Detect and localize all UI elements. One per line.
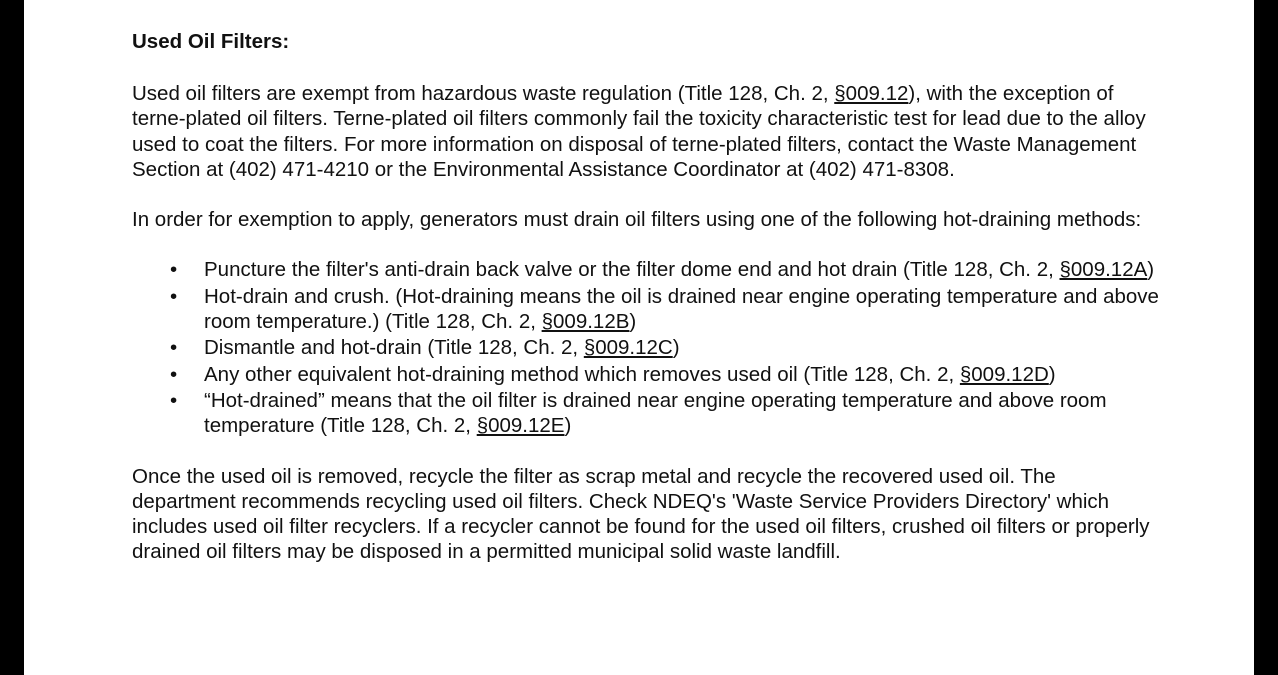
- list-item: [132, 388, 1162, 439]
- list-item-text: Puncture the filter's anti-drain back valve or the filter dome end and hot drain (Title 128, Ch. 2,: [204, 258, 1060, 282]
- regulation-link-009-12b[interactable]: §009.12B: [541, 310, 630, 334]
- bullet-icon: •: [170, 258, 178, 282]
- regulation-link-009-12a[interactable]: §009.12A: [1059, 258, 1148, 282]
- list-item-text-end: ): [629, 310, 637, 334]
- list-item-text: “Hot-drained” means that the oil filter is drained near engine operating temperature and above room temperature (Title 128, Ch. 2,: [204, 388, 1107, 438]
- bullet-icon: •: [170, 362, 178, 386]
- list-item: [132, 362, 1162, 387]
- list-item-text-end: ): [1147, 258, 1155, 282]
- list-item-text-end: ): [672, 336, 680, 360]
- list-item-text: Hot-drain and crush. (Hot-draining means the oil is drained near engine operating temperature and above room temperature.) (Title 128, Ch. 2,: [204, 284, 1159, 334]
- list-item-text: Dismantle and hot-drain (Title 128, Ch. 2,: [204, 336, 584, 360]
- list-item-text: Any other equivalent hot-draining method which removes used oil (Title 128, Ch. 2,: [204, 362, 960, 386]
- list-item: [132, 284, 1162, 335]
- bullet-icon: •: [170, 284, 178, 308]
- regulation-link-009-12[interactable]: §009.12: [834, 82, 909, 105]
- list-item-text-end: ): [564, 414, 572, 438]
- exemption-text-start: Used oil filters are exempt from hazardous waste regulation (Title 128, Ch. 2,: [132, 82, 835, 105]
- draining-intro-paragraph: In order for exemption to apply, generators must drain oil filters using one of the following hot-draining methods:: [132, 208, 1142, 232]
- list-item-text-end: ): [1048, 362, 1056, 386]
- document-content: [132, 28, 1162, 590]
- document-page: [24, 0, 1254, 675]
- section-heading: Used Oil Filters:: [132, 30, 290, 53]
- exemption-text-end: ), with the exception of terne-plated oil filters. Terne-plated oil filters commonly fail the toxicity characteristic test for lead due to the alloy used to coat the filters. For more information on disposal of terne-plated filters, contact the Waste Management Section at (402) 471-4210 or the Environmental Assistance Coordinator at (402) 471-8308.: [132, 82, 1146, 181]
- recycling-paragraph: Once the used oil is removed, recycle the filter as scrap metal and recycle the recovered used oil. The department recommends recycling used oil filters. Check NDEQ's 'Waste Service Providers Directory' which includes used oil filter recyclers. If a recycler cannot be found for the used oil filters, crushed oil filters or properly drained oil filters may be disposed in a permitted municipal solid waste landfill.: [132, 464, 1150, 564]
- bullet-icon: •: [170, 388, 178, 412]
- regulation-link-009-12e[interactable]: §009.12E: [476, 414, 565, 438]
- exemption-paragraph: [132, 81, 1162, 182]
- draining-methods-list: [132, 257, 1162, 438]
- list-item: [132, 257, 1162, 282]
- regulation-link-009-12d[interactable]: §009.12D: [959, 362, 1049, 386]
- list-item: [132, 335, 1162, 360]
- bullet-icon: •: [170, 336, 178, 360]
- regulation-link-009-12c[interactable]: §009.12C: [583, 336, 673, 360]
